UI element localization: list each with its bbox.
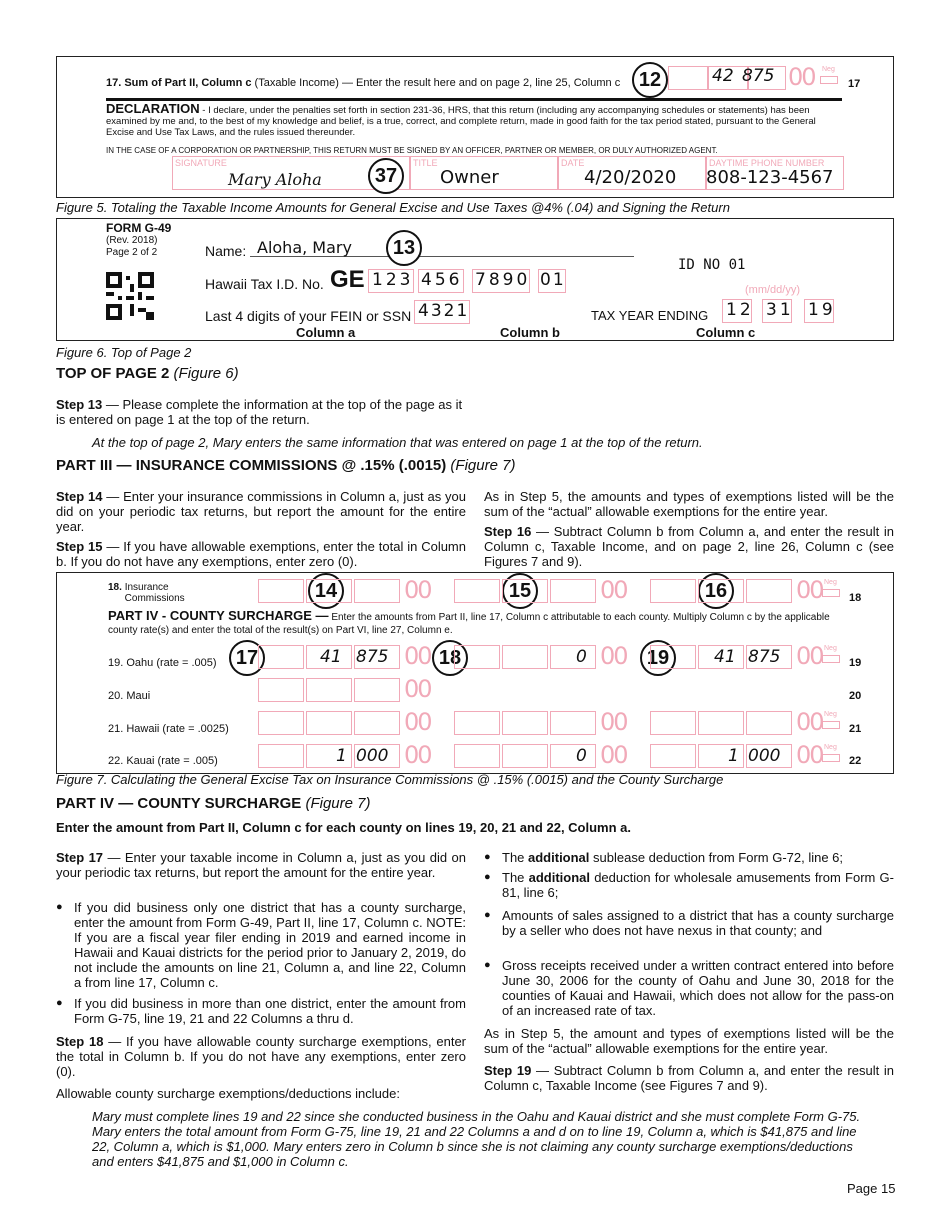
cents-zero: 00 (796, 642, 823, 670)
name-value: Aloha, Mary (257, 238, 352, 257)
declaration-rule (106, 98, 842, 101)
step16 (484, 524, 894, 569)
neg-checkbox[interactable] (822, 754, 840, 762)
row-number-22: 22 (849, 755, 862, 767)
bullet-right-2-b: additional (528, 870, 590, 885)
part4-heading (56, 795, 371, 812)
line19-label: 19. Oahu (rate = .005) (108, 657, 217, 669)
step-circle-14: 14 (308, 573, 344, 609)
line17-label-bold: 17. Sum of Part II, Column c (106, 77, 252, 89)
allowable-text: Allowable county surcharge exemptions/deductions include: (56, 1086, 400, 1101)
line19-b-value: 0 (576, 647, 587, 667)
part4-instruction: Enter the amount from Part II, Column c for each county on lines 19, 20, 21 and 22, Column a. (56, 820, 632, 835)
bullet-right-2-a: The (502, 870, 529, 885)
line22-a-units: 000 (356, 746, 389, 766)
part4-form-title: PART IV - COUNTY SURCHARGE — (108, 608, 329, 623)
step-circle-19: 19 (640, 640, 676, 676)
row-number-20: 20 (849, 690, 862, 702)
amount-cell[interactable] (746, 579, 792, 603)
step-circle-12: 12 (632, 62, 668, 98)
tax-year-label: TAX YEAR ENDING (591, 308, 709, 323)
date-label: DATE (561, 158, 585, 168)
amount-cell[interactable] (258, 711, 304, 735)
step19-text: — Subtract Column b from Column a, and enter the result in Column c, Taxable Income (see Figures 7 and 9). (484, 1063, 894, 1093)
amount-cell[interactable] (650, 744, 696, 768)
declaration-title: DECLARATION (106, 101, 200, 116)
amount-cell[interactable] (354, 711, 400, 735)
neg-checkbox[interactable] (822, 655, 840, 663)
figure6-caption: Figure 6. Top of Page 2 (56, 345, 192, 360)
bullet-right-1 (502, 850, 894, 865)
step-circle-17: 17 (229, 640, 265, 676)
step13-bold: Step 13 (56, 397, 103, 412)
step15-bold: Step 15 (56, 539, 103, 554)
amount-cell[interactable] (258, 744, 304, 768)
cents-zero: 00 (796, 708, 823, 736)
as-in-step5: As in Step 5, the amount and types of exemptions listed will be the sum of the “actual” allowable exemptions for the entire year. (484, 1026, 894, 1056)
cents-zero: 00 (600, 741, 627, 769)
line19-a-thousands: 41 (320, 647, 342, 667)
line22-a-thousands: 1 (336, 746, 347, 766)
line18-num: 18. (108, 582, 122, 593)
cents-zero: 00 (796, 576, 823, 604)
cents-zero: 00 (404, 675, 431, 703)
amount-cell[interactable] (258, 579, 304, 603)
top-of-page2-title: TOP OF PAGE 2 (56, 365, 170, 382)
phone-label: DAYTIME PHONE NUMBER (709, 158, 825, 168)
amount-cell[interactable] (502, 711, 548, 735)
amount-cell[interactable] (650, 711, 696, 735)
bullet-right-1-a: The (502, 850, 529, 865)
step16-text: — Subtract Column b from Column a, and enter the result in Column c, Taxable Income, and on page 2, line 26, Column c (see Figures 7 and 9). (484, 524, 894, 569)
step15-text: — If you have allowable exemptions, enter the total in Column b. If you do not have any exemptions, enter zero (0). (56, 539, 466, 569)
name-label: Name: (205, 243, 247, 259)
line17-label-rest: (Taxable Income) — Enter the result here and on page 2, line 25, Column c (254, 77, 621, 89)
ty-yy: 19 (808, 300, 836, 320)
amount-cell[interactable] (650, 579, 696, 603)
neg-checkbox[interactable] (822, 589, 840, 597)
line22-c-units: 000 (748, 746, 781, 766)
ty-mm: 12 (726, 300, 754, 320)
taxid-part-3: 7890 (475, 270, 531, 290)
line17-number: 17 (848, 78, 861, 90)
row-number-18: 18 (849, 592, 862, 604)
step15-right: As in Step 5, the amounts and types of exemptions listed will be the sum of the “actual” allowable exemptions for the entire year. (484, 489, 894, 519)
part4-heading-title: PART IV — COUNTY SURCHARGE (56, 795, 302, 812)
cents-zero: 00 (404, 741, 431, 769)
figure5-caption: Figure 5. Totaling the Taxable Income Amounts for General Excise and Use Taxes @4% (.04) and Signing the Return (56, 200, 730, 215)
bullet-left-2: ● If you did business in more than one district, enter the amount from Form G-75, line 19, 21 and 22 Columns a thru d. (74, 996, 466, 1026)
phone-value: 808-123-4567 (706, 167, 834, 188)
taxid-label: Hawaii Tax I.D. No. (205, 276, 324, 292)
amount-cell[interactable] (550, 711, 596, 735)
step14 (56, 489, 466, 534)
ty-dd: 31 (766, 300, 794, 320)
italic-note-1: At the top of page 2, Mary enters the same information that was entered on page 1 at the top of the return. (92, 435, 703, 450)
top-of-page2-ref: (Figure 6) (173, 365, 239, 382)
step14-bold: Step 14 (56, 489, 103, 504)
part3-title: PART III — INSURANCE COMMISSIONS @ .15% (.0015) (56, 457, 447, 474)
line19-c-units: 875 (748, 647, 781, 667)
taxid-part-1: 123 (372, 270, 414, 290)
form-page: Page 2 of 2 (106, 247, 158, 258)
step-circle-37: 37 (368, 158, 404, 194)
declaration (106, 103, 834, 138)
taxid-part-4: 01 (540, 270, 566, 290)
step-circle-13: 13 (386, 230, 422, 266)
amount-cell[interactable] (354, 678, 400, 702)
amount-cell[interactable] (258, 678, 304, 702)
line18-label (108, 582, 185, 604)
id-no: ID NO 01 (678, 257, 746, 273)
bullet-right-1-c: sublease deduction from Form G-72, line 6; (589, 850, 844, 865)
line19-a-units: 875 (356, 647, 389, 667)
cents-zero: 00 (404, 642, 431, 670)
part4-form-text: Enter the amounts from Part II, line 17, Column c attributable to each county. Multiply Column c by the applicable county rate(s) and enter the total of the result(s) on Part VI, line 27, Column e. (108, 612, 830, 636)
column-a-header: Column a (296, 325, 356, 340)
line17-label (106, 77, 620, 89)
amount-cell[interactable] (454, 645, 500, 669)
declaration-text: - I declare, under the penalties set forth in section 231-36, HRS, that this return (including any accompanying schedules or statements) has been examined by me and, to the best of my knowledge and belief, is a true, correct, and complete return, made in good faith for the tax period stated, pursuant to the General Excise and Use Tax Laws, and the rules issued thereunder. (106, 105, 816, 138)
page-number: Page 15 (847, 1181, 896, 1196)
step18 (56, 1034, 466, 1079)
line17-neg-box[interactable] (820, 76, 838, 84)
step18-bold: Step 18 (56, 1034, 104, 1049)
title-value: Owner (440, 167, 499, 188)
step13 (56, 397, 466, 427)
cents-zero: 00 (404, 576, 431, 604)
step13-text: — Please complete the information at the top of the page as it is entered on page 1 at the top of the return. (56, 397, 463, 427)
amount-cell[interactable] (746, 711, 792, 735)
amount-cell[interactable] (502, 579, 548, 603)
corp-notice: IN THE CASE OF A CORPORATION OR PARTNERSHIP, THIS RETURN MUST BE SIGNED BY AN OFFICER, PARTNER OR MEMBER, OR DULY AUTHORIZED AGENT. (106, 146, 718, 155)
neg-label: Neg (824, 579, 837, 586)
cents-zero: 00 (600, 642, 627, 670)
bullet-right-4: ● Gross receipts received under a written contract entered into before June 30, 2006 for the county of Oahu and June 30, 2018 for the counties of Kauai and Hawaii, which does not allow for the pass-on of an increased rate of tax. (502, 958, 894, 1018)
line19-c-thousands: 41 (714, 647, 736, 667)
step18-text: — If you have allowable county surcharge exemptions, enter the total in Column b. If you do not have any exemptions, enter zero (0). (56, 1034, 466, 1079)
signature-value: Mary Aloha (228, 170, 322, 189)
step19-bold: Step 19 (484, 1063, 532, 1078)
italic-note-2: Mary must complete lines 19 and 22 since she conducted business in the Oahu and Kauai district and she must complete Form G-75. Mary enters the total amount from Form G-75, line 19, 21 and 22 Columns a and d on to line 19, Column a, which is $41,875 and line 22, Column a, which is $1,000. Mary enters zero in Column b since she is not claiming any county surcharge exemptions/deductions and enters $41,875 and $1,000 in Column c. (92, 1109, 861, 1169)
step16-bold: Step 16 (484, 524, 532, 539)
row-number-19: 19 (849, 657, 862, 669)
line17-value-units: 875 (742, 66, 775, 86)
step14-text: — Enter your insurance commissions in Column a, just as you did on your periodic tax returns, but report the amount for the entire year. (56, 489, 466, 534)
step-circle-18: 18 (432, 640, 468, 676)
step-circle-16: 16 (698, 573, 734, 609)
fein-value: 4321 (418, 301, 470, 321)
line17-value-thousands: 42 (712, 66, 734, 86)
amount-cell[interactable] (306, 579, 352, 603)
step15 (56, 539, 466, 569)
line22-b-value: 0 (576, 746, 587, 766)
date-value: 4/20/2020 (584, 167, 677, 188)
amount-cell[interactable] (502, 645, 548, 669)
cents-zero: 00 (404, 708, 431, 736)
part4-form-header (108, 609, 848, 637)
line18-label-2: Commissions (124, 593, 185, 604)
taxid-prefix: GE (330, 266, 365, 293)
cents-zero: 00 (600, 708, 627, 736)
qr-code-icon (106, 272, 154, 320)
amount-cell[interactable] (454, 711, 500, 735)
neg-checkbox[interactable] (822, 721, 840, 729)
bullet-right-2-c: deduction for wholesale amusements from Form G-81, line 6; (502, 870, 894, 900)
neg-label: Neg (824, 744, 837, 751)
amount-cell[interactable] (454, 744, 500, 768)
column-c-header: Column c (696, 325, 756, 340)
title-label: TITLE (413, 158, 438, 168)
amount-cell[interactable] (502, 744, 548, 768)
line17-cell-1 (668, 66, 708, 90)
neg-label: Neg (824, 645, 837, 652)
amount-cell[interactable] (650, 645, 696, 669)
neg-label: Neg (824, 711, 837, 718)
amount-cell[interactable] (698, 711, 744, 735)
top-of-page2-heading (56, 365, 239, 382)
form-rev: (Rev. 2018) (106, 235, 158, 246)
amount-cell[interactable] (258, 645, 304, 669)
amount-cell[interactable] (454, 579, 500, 603)
bullet-left-1: ● If you did business only one district that has a county surcharge, enter the amount from Form G-49, Part II, line 17, Column c. NOTE: If you are a fiscal year filer ending in 2019 and earned income in Hawaii and Kauai districts for the period prior to January 2, 2019, do not include the amounts on line 21, Column a, and line 22, Column a from line 17, Column c. (74, 900, 466, 990)
cents-zero: 00 (796, 741, 823, 769)
bullet-right-1-b: additional (528, 850, 590, 865)
step-circle-15: 15 (502, 573, 538, 609)
line17-neg-label: Neg (822, 66, 835, 73)
step17-text: — Enter your taxable income in Column a, just as you did on your periodic tax returns, but report the amount for the entire year. (56, 850, 467, 880)
signature-label: SIGNATURE (175, 158, 227, 168)
figure7-caption: Figure 7. Calculating the General Excise Tax on Insurance Commissions @ .15% (.0015) and the County Surcharge (56, 772, 724, 787)
step19 (484, 1063, 894, 1093)
line18-label-1: Insurance (124, 582, 169, 593)
amount-cell[interactable] (306, 678, 352, 702)
line17-cents: 00 (788, 63, 815, 91)
part3-heading (56, 457, 515, 474)
bullet-right-2 (502, 870, 894, 900)
amount-cell[interactable] (354, 579, 400, 603)
amount-cell[interactable] (550, 579, 596, 603)
amount-cell[interactable] (550, 744, 596, 768)
step17 (56, 850, 466, 880)
column-b-header: Column b (500, 325, 560, 340)
part3-ref: (Figure 7) (450, 457, 516, 474)
fein-label: Last 4 digits of your FEIN or SSN (205, 308, 412, 324)
amount-cell[interactable] (698, 579, 744, 603)
form-name: FORM G-49 (106, 221, 172, 235)
line22-c-thousands: 1 (728, 746, 739, 766)
line21-label: 21. Hawaii (rate = .0025) (108, 723, 229, 735)
taxid-part-2: 456 (421, 270, 463, 290)
line22-label: 22. Kauai (rate = .005) (108, 755, 218, 767)
row-number-21: 21 (849, 723, 862, 735)
amount-cell[interactable] (550, 645, 596, 669)
bullet-right-3: ● Amounts of sales assigned to a district that has a county surcharge by a seller who does not have nexus in that county; and (502, 908, 894, 938)
step17-bold: Step 17 (56, 850, 104, 865)
date-format-hint: (mm/dd/yy) (745, 284, 800, 296)
cents-zero: 00 (600, 576, 627, 604)
line20-label: 20. Maui (108, 690, 151, 702)
part4-heading-ref: (Figure 7) (305, 795, 371, 812)
amount-cell[interactable] (306, 711, 352, 735)
